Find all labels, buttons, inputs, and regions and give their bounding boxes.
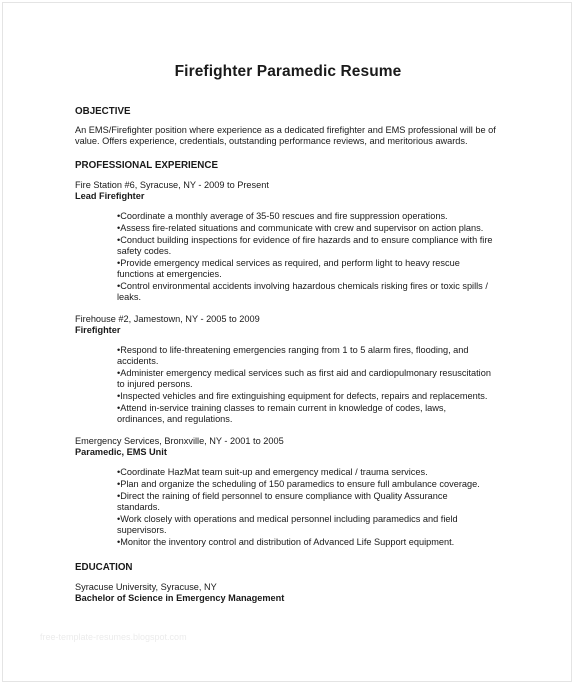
- duty-item: •Respond to life-threatening emergencies ranging from 1 to 5 alarm fires, flooding, and accidents.: [117, 345, 469, 366]
- duty-item: •Work closely with operations and medical personnel including paramedics and field supervisors.: [117, 514, 458, 535]
- duty-item: •Control environmental accidents involving hazardous chemicals risking fires or toxic spills / leaks.: [117, 281, 488, 302]
- duty-item: •Plan and organize the scheduling of 150 paramedics to ensure full ambulance coverage.: [117, 479, 480, 489]
- duty-item: •Conduct building inspections for evidence of fire hazards and to ensure compliance with fire safety codes.: [117, 235, 493, 256]
- duty-item: •Direct the raining of field personnel to ensure compliance with Quality Assurance standards.: [117, 491, 448, 512]
- job-duties: [117, 211, 493, 303]
- job-location: Emergency Services, Bronxville, NY - 2001 to 2005: [75, 436, 284, 446]
- watermark-text: free-template-resumes.blogspot.com: [40, 632, 187, 642]
- duty-item: •Administer emergency medical services such as first aid and cardiopulmonary resuscitation to injured persons.: [117, 368, 491, 389]
- objective-text: An EMS/Firefighter position where experience as a dedicated firefighter and EMS professional will be of value. Offers experience, credentials, outstanding performance reviews, and meritorious awards.: [75, 125, 496, 146]
- job-location: Firehouse #2, Jamestown, NY - 2005 to 2009: [75, 314, 260, 324]
- job-title: Paramedic, EMS Unit: [75, 447, 167, 457]
- objective-heading: OBJECTIVE: [75, 106, 131, 117]
- job-entry: [75, 180, 505, 303]
- job-duties: [117, 345, 493, 425]
- job-duties: [117, 467, 493, 548]
- duty-item: •Monitor the inventory control and distribution of Advanced Life Support equipment.: [117, 537, 455, 547]
- resume-body: [75, 106, 505, 604]
- duty-item: •Coordinate a monthly average of 35-50 rescues and fire suppression operations.: [117, 211, 448, 221]
- resume-title: Firefighter Paramedic Resume: [174, 63, 402, 80]
- experience-heading: PROFESSIONAL EXPERIENCE: [75, 160, 218, 171]
- duty-item: •Inspected vehicles and fire extinguishing equipment for defects, repairs and replacements.: [117, 391, 488, 401]
- duty-item: •Assess fire-related situations and communicate with crew and supervisor on action plans.: [117, 223, 484, 233]
- job-entry: [75, 436, 505, 548]
- duty-item: •Coordinate HazMat team suit-up and emergency medical / trauma services.: [117, 467, 428, 477]
- duty-item: •Provide emergency medical services as required, and perform light to heavy rescue functions at emergencies.: [117, 258, 460, 279]
- job-title: Lead Firefighter: [75, 191, 145, 201]
- job-location: Fire Station #6, Syracuse, NY - 2009 to Present: [75, 180, 269, 190]
- school-name: Syracuse University, Syracuse, NY: [75, 582, 217, 592]
- education-heading: EDUCATION: [75, 562, 133, 573]
- job-entry: [75, 314, 505, 425]
- degree-name: Bachelor of Science in Emergency Management: [75, 593, 285, 603]
- job-title: Firefighter: [75, 325, 121, 335]
- duty-item: •Attend in-service training classes to remain current in knowledge of codes, laws, ordinances, and regulations.: [117, 403, 447, 424]
